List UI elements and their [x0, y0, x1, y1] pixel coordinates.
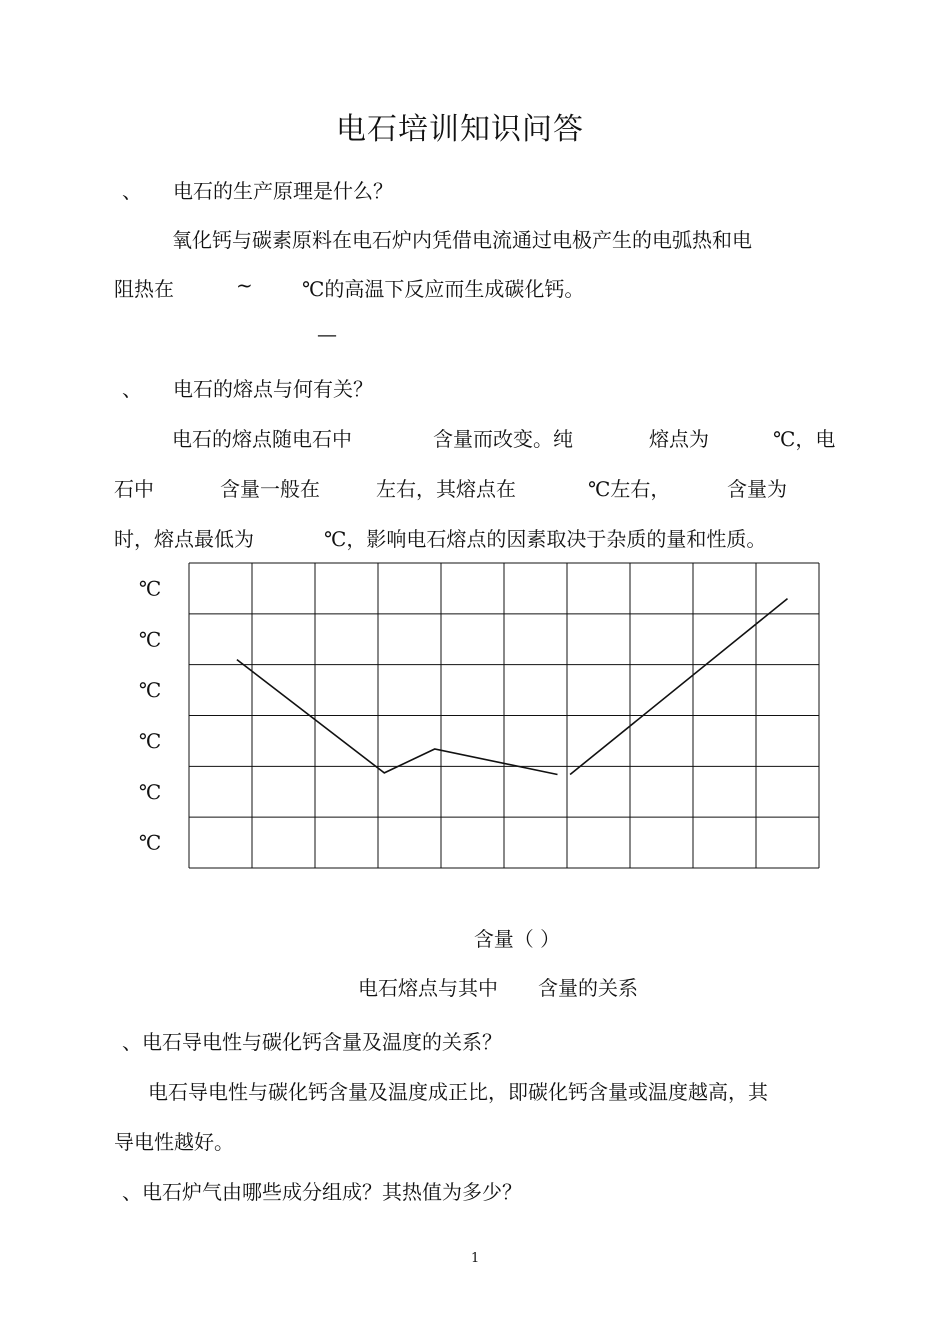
q1-question: 电石的生产原理是什么？	[173, 179, 393, 203]
q2-line1-c: 熔点为	[649, 427, 709, 451]
q1-marker: 、	[122, 179, 142, 203]
q2-question: 电石的熔点与何有关？	[173, 377, 373, 401]
q2-line1-d: ℃，电	[773, 427, 836, 451]
q2-line1-a: 电石的熔点随电石中	[172, 427, 352, 451]
q2-marker: 、	[122, 377, 142, 401]
x-axis-label: 含量（ ）	[473, 927, 561, 951]
q1-answer-line2-end: ℃的高温下反应而生成碳化钙。	[302, 277, 585, 301]
q2-line2-e: 含量为	[727, 477, 787, 501]
series-line-2	[570, 599, 787, 775]
q2-line2-d: ℃左右，	[588, 477, 671, 501]
q2-line2-a: 石中	[114, 477, 154, 501]
q3-answer-line1: 电石导电性与碳化钙含量及温度成正比，即碳化钙含量或温度越高，其	[148, 1080, 768, 1104]
q2-line2-c: 左右，其熔点在	[376, 477, 516, 501]
q4-question: 、电石炉气由哪些成分组成？其热值为多少？	[122, 1180, 522, 1204]
y-tick-label: ℃	[138, 678, 162, 703]
q2-line3-a: 时，熔点最低为	[114, 527, 254, 551]
series-line-1	[237, 660, 558, 775]
y-tick-label: ℃	[138, 830, 162, 855]
q2-line3-b: ℃，影响电石熔点的因素取决于杂质的量和性质。	[324, 527, 767, 551]
chart-grid	[189, 563, 819, 868]
y-tick-label: ℃	[138, 576, 162, 601]
q1-answer-tilde: ~	[236, 273, 253, 297]
q3-question: 、电石导电性与碳化钙含量及温度的关系？	[122, 1030, 502, 1054]
q2-line2-b: 含量一般在	[220, 477, 320, 501]
chart-title: 电石熔点与其中 含量的关系	[358, 976, 638, 1000]
y-tick-label: ℃	[138, 779, 162, 804]
chart-series	[237, 599, 788, 775]
q3-answer-line2: 导电性越好。	[114, 1130, 234, 1154]
document-title: 电石培训知识问答	[336, 112, 584, 147]
y-tick-labels	[139, 576, 161, 854]
y-tick-label: ℃	[138, 728, 162, 753]
q2-line1-b: 含量而改变。纯	[433, 427, 573, 451]
q1-answer-line2-start: 阻热在	[114, 277, 174, 301]
y-tick-label: ℃	[138, 627, 162, 652]
q1-dash: —	[317, 322, 337, 346]
page-number: 1	[471, 1251, 480, 1266]
q1-answer-line1: 氧化钙与碳素原料在电石炉内凭借电流通过电极产生的电弧热和电	[172, 228, 752, 252]
